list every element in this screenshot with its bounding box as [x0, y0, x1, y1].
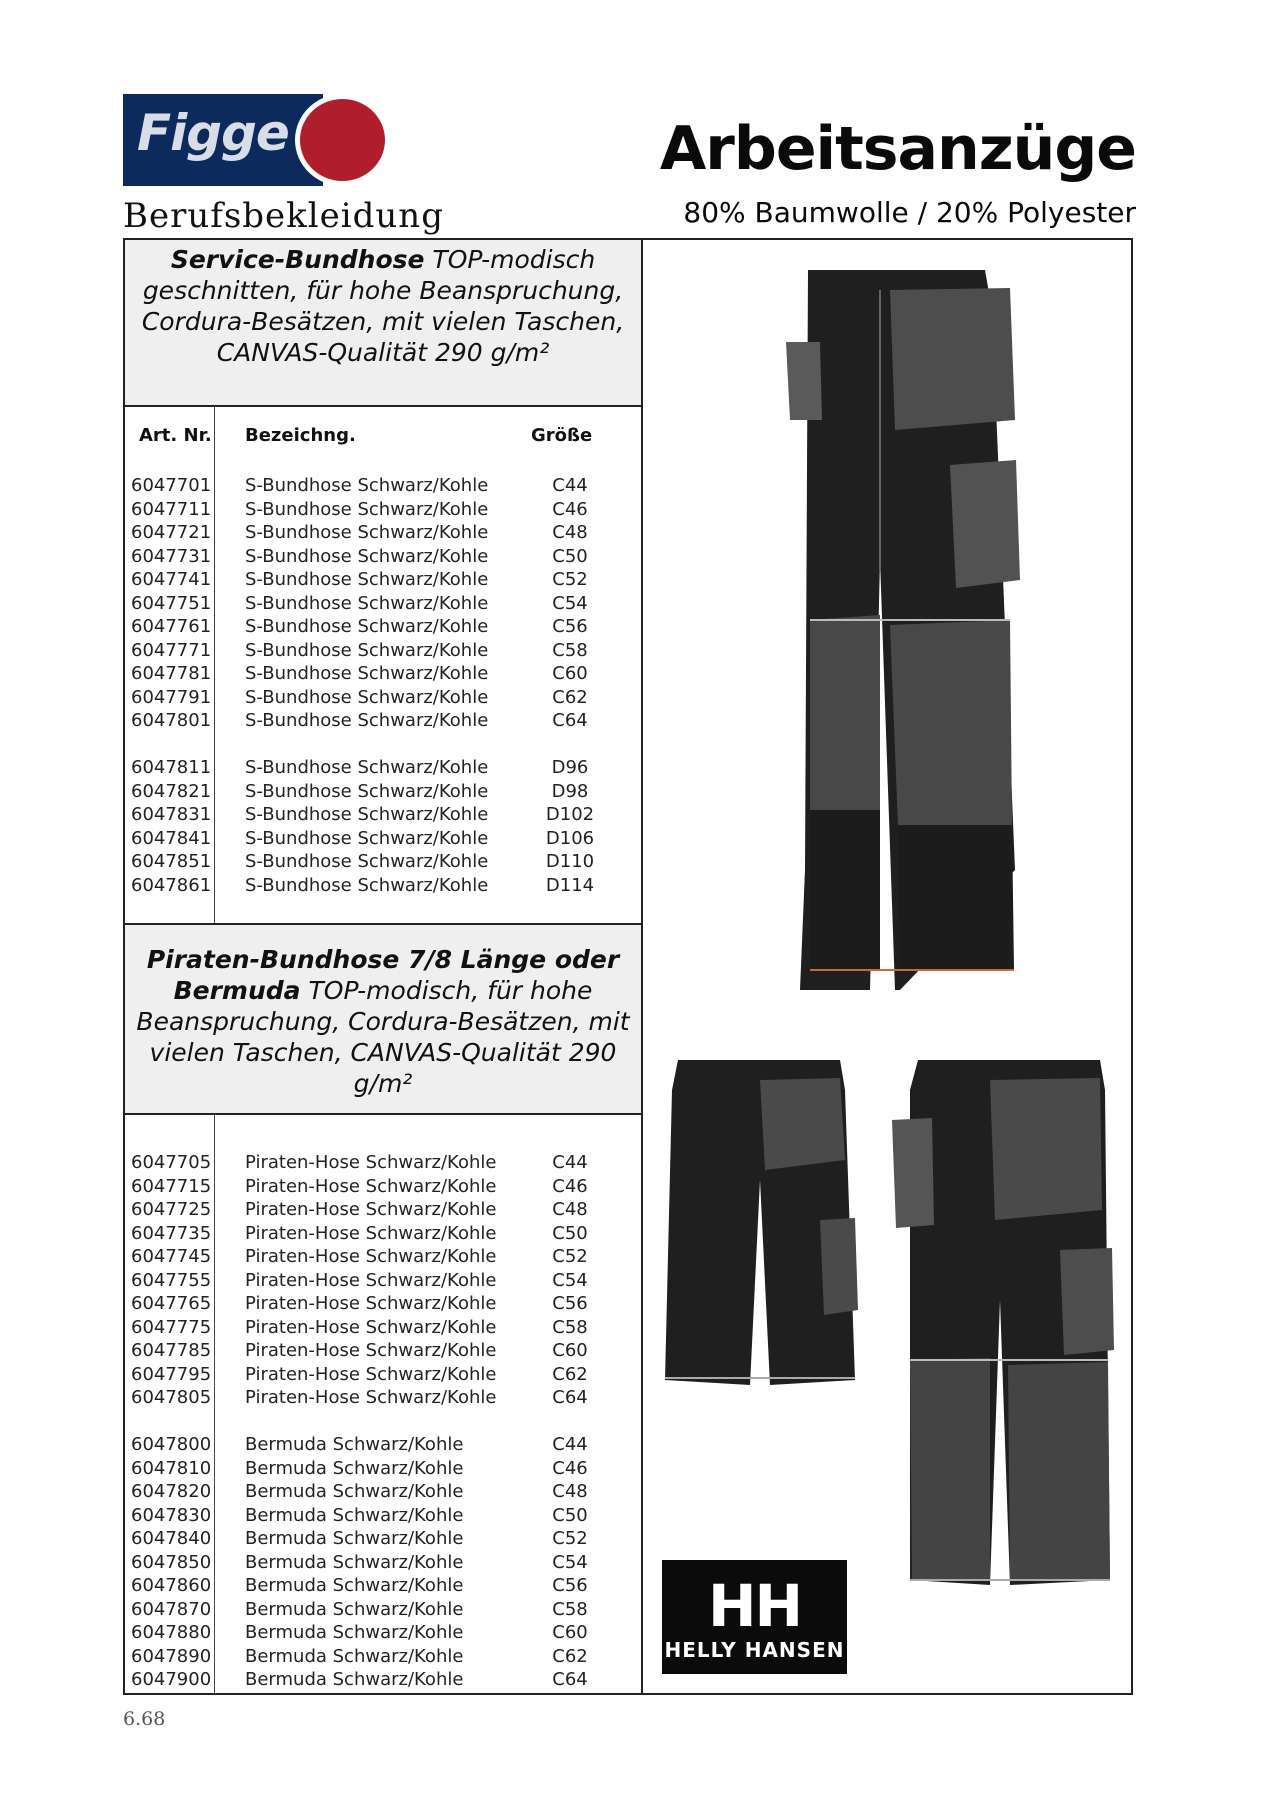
- section2-description-text: TOP-modisch, für hohe Beanspruchung, Cordura-Besätzen, mit vielen Taschen, CANVAS-Qualität 290 g/m²: [136, 976, 630, 1098]
- art-number: 6047761: [131, 616, 212, 637]
- description: Piraten-Hose Schwarz/Kohle: [245, 1316, 497, 1338]
- size: C58: [552, 1598, 588, 1620]
- size: C58: [552, 639, 588, 661]
- section1-description-text: TOP-modisch geschnitten, für hohe Beanspruchung, Cordura-Besätzen, mit vielen Taschen, CANVAS-Qualität 290 g/m²: [141, 245, 625, 367]
- section1-product-name: Service-Bundhose: [170, 245, 425, 274]
- description: S-Bundhose Schwarz/Kohle: [245, 475, 489, 496]
- art-number: 6047795: [131, 1363, 212, 1385]
- description: Bermuda Schwarz/Kohle: [245, 1575, 464, 1596]
- column-header-art: Art. Nr.: [139, 425, 212, 446]
- size: C54: [552, 592, 588, 614]
- art-number: 6047701: [131, 475, 212, 496]
- description: S-Bundhose Schwarz/Kohle: [245, 757, 489, 778]
- size: C46: [552, 498, 588, 520]
- size: C44: [552, 475, 588, 496]
- description: S-Bundhose Schwarz/Kohle: [245, 639, 489, 661]
- section2-description: [125, 925, 641, 1115]
- art-number: 6047805: [131, 1387, 212, 1408]
- column-divider: [641, 238, 643, 1695]
- description: S-Bundhose Schwarz/Kohle: [245, 851, 489, 872]
- material-composition: 80% Baumwolle / 20% Polyester: [683, 196, 1136, 229]
- description: Bermuda Schwarz/Kohle: [245, 1481, 464, 1502]
- art-number: 6047851: [131, 851, 212, 872]
- helly-hansen-logo: [662, 1560, 847, 1674]
- section1-description: [125, 240, 641, 405]
- description: S-Bundhose Schwarz/Kohle: [245, 663, 489, 684]
- art-number: 6047821: [131, 780, 212, 802]
- size: D96: [551, 757, 589, 778]
- service-bundhose-image: [780, 270, 1030, 990]
- size: C54: [552, 1551, 588, 1573]
- art-number: 6047890: [131, 1645, 212, 1667]
- size: C50: [552, 1504, 588, 1526]
- divider: [125, 1113, 641, 1115]
- size: C56: [552, 616, 588, 637]
- art-number: 6047715: [131, 1175, 212, 1197]
- art-number: 6047791: [131, 686, 212, 708]
- size: C48: [552, 522, 588, 543]
- size: C56: [552, 1293, 588, 1314]
- description: Piraten-Hose Schwarz/Kohle: [245, 1199, 497, 1220]
- piraten-bundhose-image: [890, 1060, 1120, 1600]
- size: C50: [552, 545, 588, 567]
- size: C48: [552, 1481, 588, 1502]
- description: Bermuda Schwarz/Kohle: [245, 1669, 464, 1690]
- art-number: 6047705: [131, 1152, 212, 1173]
- art-number: 6047841: [131, 827, 212, 849]
- column-separator: [214, 1115, 215, 1693]
- logo-bar: [123, 94, 323, 186]
- description: Bermuda Schwarz/Kohle: [245, 1504, 464, 1526]
- art-number: 6047831: [131, 804, 212, 825]
- brand-subtitle: Berufsbekleidung: [123, 196, 444, 236]
- size: C52: [552, 569, 588, 590]
- description: S-Bundhose Schwarz/Kohle: [245, 686, 489, 708]
- description: Piraten-Hose Schwarz/Kohle: [245, 1152, 497, 1173]
- art-number: 6047725: [131, 1199, 212, 1220]
- art-number: 6047810: [131, 1457, 212, 1479]
- description: Bermuda Schwarz/Kohle: [245, 1551, 464, 1573]
- art-number: 6047840: [131, 1528, 212, 1549]
- description: S-Bundhose Schwarz/Kohle: [245, 592, 489, 614]
- description: Bermuda Schwarz/Kohle: [245, 1457, 464, 1479]
- description: S-Bundhose Schwarz/Kohle: [245, 874, 489, 896]
- art-number: 6047785: [131, 1340, 212, 1361]
- size: C60: [552, 1622, 588, 1643]
- size: C64: [552, 710, 588, 731]
- art-number: 6047850: [131, 1551, 212, 1573]
- column-header-bez: Bezeichng.: [245, 425, 356, 446]
- page-title: Arbeitsanzüge: [659, 114, 1136, 184]
- size: C46: [552, 1457, 588, 1479]
- art-number: 6047880: [131, 1622, 212, 1643]
- size: C52: [552, 1528, 588, 1549]
- description: Piraten-Hose Schwarz/Kohle: [245, 1222, 497, 1244]
- size: C48: [552, 1199, 588, 1220]
- size: C44: [552, 1152, 588, 1173]
- art-number: 6047801: [131, 710, 212, 731]
- size: D114: [545, 874, 595, 896]
- art-number: 6047711: [131, 498, 212, 520]
- size: C62: [552, 686, 588, 708]
- art-number: 6047745: [131, 1246, 212, 1267]
- description: Bermuda Schwarz/Kohle: [245, 1598, 464, 1620]
- description: S-Bundhose Schwarz/Kohle: [245, 616, 489, 637]
- description: Piraten-Hose Schwarz/Kohle: [245, 1175, 497, 1197]
- figge-logo: [123, 94, 398, 186]
- page-number: 6.68: [123, 1708, 166, 1730]
- description: Bermuda Schwarz/Kohle: [245, 1622, 464, 1643]
- section2-product-name: Piraten-Bundhose 7/8 Länge oder Bermuda: [146, 945, 620, 1005]
- description: S-Bundhose Schwarz/Kohle: [245, 522, 489, 543]
- description: S-Bundhose Schwarz/Kohle: [245, 498, 489, 520]
- size: C60: [552, 1340, 588, 1361]
- description: Bermuda Schwarz/Kohle: [245, 1434, 464, 1455]
- bermuda-image: [660, 1060, 860, 1390]
- art-number: 6047765: [131, 1293, 212, 1314]
- art-number: 6047735: [131, 1222, 212, 1244]
- size: C44: [552, 1434, 588, 1455]
- art-number: 6047861: [131, 874, 212, 896]
- art-number: 6047900: [131, 1669, 212, 1690]
- description: S-Bundhose Schwarz/Kohle: [245, 569, 489, 590]
- art-number: 6047820: [131, 1481, 212, 1502]
- size: D110: [545, 851, 595, 872]
- size: C46: [552, 1175, 588, 1197]
- size: C60: [552, 663, 588, 684]
- logo-text: Figge: [137, 104, 289, 162]
- art-number: 6047811: [131, 757, 212, 778]
- size: D98: [551, 780, 589, 802]
- description: S-Bundhose Schwarz/Kohle: [245, 780, 489, 802]
- art-number: 6047775: [131, 1316, 212, 1338]
- size: D102: [545, 804, 595, 825]
- description: Piraten-Hose Schwarz/Kohle: [245, 1246, 497, 1267]
- art-number: 6047800: [131, 1434, 212, 1455]
- art-number: 6047870: [131, 1598, 212, 1620]
- hh-mark: HH: [707, 1572, 802, 1640]
- size: C62: [552, 1363, 588, 1385]
- size: C54: [552, 1269, 588, 1291]
- description: Piraten-Hose Schwarz/Kohle: [245, 1340, 497, 1361]
- art-number: 6047781: [131, 663, 212, 684]
- description: Piraten-Hose Schwarz/Kohle: [245, 1293, 497, 1314]
- size: C64: [552, 1387, 588, 1408]
- art-number: 6047830: [131, 1504, 212, 1526]
- description: Piraten-Hose Schwarz/Kohle: [245, 1363, 497, 1385]
- description: Piraten-Hose Schwarz/Kohle: [245, 1269, 497, 1291]
- size: C56: [552, 1575, 588, 1596]
- description: Bermuda Schwarz/Kohle: [245, 1528, 464, 1549]
- art-number: 6047751: [131, 592, 212, 614]
- column-header-gr: Größe: [531, 425, 593, 446]
- size: C50: [552, 1222, 588, 1244]
- art-number: 6047755: [131, 1269, 212, 1291]
- art-number: 6047731: [131, 545, 212, 567]
- hh-name: HELLY HANSEN: [664, 1638, 845, 1662]
- art-number: 6047771: [131, 639, 212, 661]
- description: Piraten-Hose Schwarz/Kohle: [245, 1387, 497, 1408]
- description: Bermuda Schwarz/Kohle: [245, 1645, 464, 1667]
- column-separator: [214, 407, 215, 925]
- description: S-Bundhose Schwarz/Kohle: [245, 827, 489, 849]
- description: S-Bundhose Schwarz/Kohle: [245, 710, 489, 731]
- size: C52: [552, 1246, 588, 1267]
- art-number: 6047741: [131, 569, 212, 590]
- size: C58: [552, 1316, 588, 1338]
- divider: [125, 405, 641, 407]
- art-number: 6047721: [131, 522, 212, 543]
- description: S-Bundhose Schwarz/Kohle: [245, 545, 489, 567]
- logo-circle-icon: [295, 94, 390, 186]
- art-number: 6047860: [131, 1575, 212, 1596]
- size: C64: [552, 1669, 588, 1690]
- size: C62: [552, 1645, 588, 1667]
- size: D106: [545, 827, 595, 849]
- description: S-Bundhose Schwarz/Kohle: [245, 804, 489, 825]
